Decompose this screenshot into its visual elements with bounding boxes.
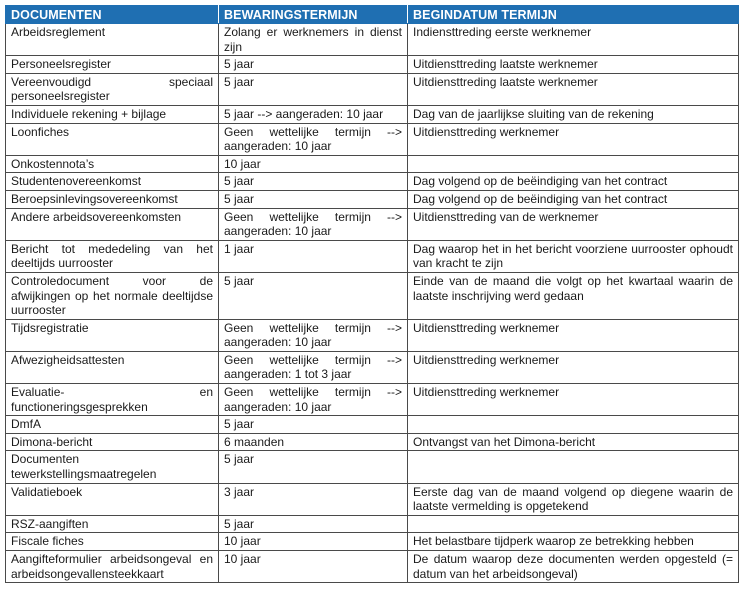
retention-period-cell: 5 jaar xyxy=(219,173,408,191)
table-row xyxy=(6,433,739,451)
start-date-cell: Uitdiensttreding werknemer xyxy=(408,351,739,383)
document-cell: Individuele rekening + bijlage xyxy=(6,105,219,123)
document-cell: Documenten tewerkstellingsmaatregelen xyxy=(6,451,219,483)
start-date-cell: Dag volgend op de beëindiging van het contract xyxy=(408,173,739,191)
table-row xyxy=(6,24,739,56)
start-date-cell: Indiensttreding eerste werknemer xyxy=(408,24,739,56)
document-cell: Loonfiches xyxy=(6,123,219,155)
document-cell: Dimona-bericht xyxy=(6,433,219,451)
table-row xyxy=(6,351,739,383)
document-page xyxy=(5,5,738,583)
start-date-cell: Dag waarop het in het bericht voorziene uurrooster ophoudt van kracht te zijn xyxy=(408,240,739,272)
column-header-documenten: DOCUMENTEN xyxy=(6,6,219,24)
document-cell: Personeelsregister xyxy=(6,56,219,74)
table-row xyxy=(6,384,739,416)
table-row xyxy=(6,190,739,208)
start-date-cell xyxy=(408,155,739,173)
table-row xyxy=(6,173,739,191)
document-cell: DmfA xyxy=(6,416,219,434)
start-date-cell: Uitdiensttreding laatste werknemer xyxy=(408,56,739,74)
start-date-cell: Het belastbare tijdperk waarop ze betrekking hebben xyxy=(408,533,739,551)
document-cell: Onkostennota’s xyxy=(6,155,219,173)
start-date-cell: Uitdiensttreding laatste werknemer xyxy=(408,73,739,105)
retention-period-cell: 5 jaar xyxy=(219,451,408,483)
document-cell: Aangifteformulier arbeidsongeval en arbeidsongevallensteekkaart xyxy=(6,551,219,583)
table-row xyxy=(6,105,739,123)
table-row xyxy=(6,123,739,155)
document-cell: Studentenovereenkomst xyxy=(6,173,219,191)
retention-period-cell: 6 maanden xyxy=(219,433,408,451)
retention-table xyxy=(5,5,739,583)
document-cell: Afwezigheidsattesten xyxy=(6,351,219,383)
table-row xyxy=(6,155,739,173)
retention-period-cell: 10 jaar xyxy=(219,155,408,173)
start-date-cell: Uitdiensttreding werknemer xyxy=(408,319,739,351)
table-row xyxy=(6,208,739,240)
retention-period-cell: Geen wettelijke termijn --> aangeraden: 10 jaar xyxy=(219,319,408,351)
start-date-cell: De datum waarop deze documenten werden opgesteld (= datum van het arbeidsongeval) xyxy=(408,551,739,583)
document-cell: Tijdsregistratie xyxy=(6,319,219,351)
start-date-cell: Dag volgend op de beëindiging van het contract xyxy=(408,190,739,208)
start-date-cell: Eerste dag van de maand volgend op diegene waarin de laatste vermelding is opgetekend xyxy=(408,483,739,515)
retention-period-cell: 10 jaar xyxy=(219,551,408,583)
retention-period-cell: 3 jaar xyxy=(219,483,408,515)
retention-period-cell: Geen wettelijke termijn --> aangeraden: 10 jaar xyxy=(219,208,408,240)
table-row xyxy=(6,416,739,434)
document-cell: Controledocument voor de afwijkingen op het normale deeltijdse uurrooster xyxy=(6,272,219,319)
table-header-row xyxy=(6,6,739,24)
table-row xyxy=(6,515,739,533)
document-cell: RSZ-aangiften xyxy=(6,515,219,533)
retention-period-cell: 5 jaar xyxy=(219,272,408,319)
start-date-cell: Dag van de jaarlijkse sluiting van de rekening xyxy=(408,105,739,123)
document-cell: Vereenvoudigd speciaal personeelsregister xyxy=(6,73,219,105)
table-row xyxy=(6,533,739,551)
retention-period-cell: Geen wettelijke termijn --> aangeraden: 10 jaar xyxy=(219,384,408,416)
table-row xyxy=(6,56,739,74)
retention-period-cell: 5 jaar xyxy=(219,416,408,434)
table-row xyxy=(6,451,739,483)
retention-period-cell: 5 jaar xyxy=(219,515,408,533)
table-row xyxy=(6,319,739,351)
table-body xyxy=(6,24,739,583)
table-row xyxy=(6,483,739,515)
start-date-cell: Uitdiensttreding werknemer xyxy=(408,123,739,155)
column-header-bewaringstermijn: BEWARINGSTERMIJN xyxy=(219,6,408,24)
retention-period-cell: Zolang er werknemers in dienst zijn xyxy=(219,24,408,56)
document-cell: Fiscale fiches xyxy=(6,533,219,551)
document-cell: Beroepsinlevingsovereenkomst xyxy=(6,190,219,208)
start-date-cell: Einde van de maand die volgt op het kwartaal waarin de laatste inschrijving werd gedaan xyxy=(408,272,739,319)
table-row xyxy=(6,73,739,105)
table-row xyxy=(6,240,739,272)
document-cell: Evaluatie- en functioneringsgesprekken xyxy=(6,384,219,416)
retention-period-cell: Geen wettelijke termijn --> aangeraden: 10 jaar xyxy=(219,123,408,155)
retention-period-cell: Geen wettelijke termijn --> aangeraden: 1 tot 3 jaar xyxy=(219,351,408,383)
document-cell: Validatieboek xyxy=(6,483,219,515)
table-row xyxy=(6,551,739,583)
document-cell: Andere arbeidsovereenkomsten xyxy=(6,208,219,240)
start-date-cell xyxy=(408,416,739,434)
start-date-cell xyxy=(408,451,739,483)
retention-period-cell: 5 jaar --> aangeraden: 10 jaar xyxy=(219,105,408,123)
table-row xyxy=(6,272,739,319)
column-header-begindatum-termijn: BEGINDATUM TERMIJN xyxy=(408,6,739,24)
start-date-cell: Ontvangst van het Dimona-bericht xyxy=(408,433,739,451)
start-date-cell: Uitdiensttreding van de werknemer xyxy=(408,208,739,240)
start-date-cell xyxy=(408,515,739,533)
start-date-cell: Uitdiensttreding werknemer xyxy=(408,384,739,416)
retention-period-cell: 5 jaar xyxy=(219,190,408,208)
document-cell: Bericht tot mededeling van het deeltijds uurrooster xyxy=(6,240,219,272)
document-cell: Arbeidsreglement xyxy=(6,24,219,56)
retention-period-cell: 5 jaar xyxy=(219,73,408,105)
retention-period-cell: 1 jaar xyxy=(219,240,408,272)
retention-period-cell: 5 jaar xyxy=(219,56,408,74)
retention-period-cell: 10 jaar xyxy=(219,533,408,551)
